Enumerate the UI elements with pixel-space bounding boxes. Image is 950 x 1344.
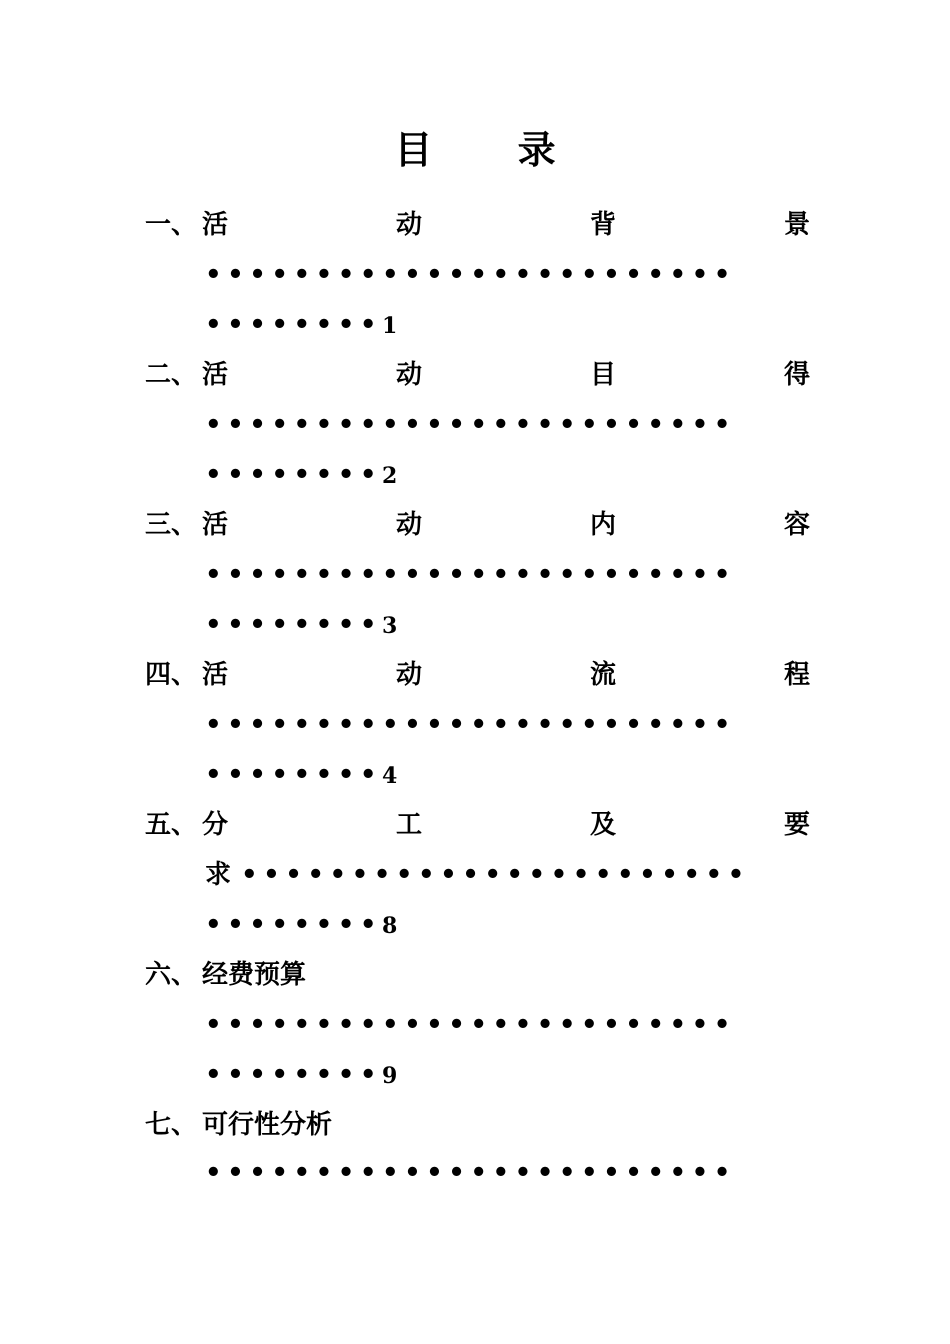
dot-leader: •••••••••••••••••••••••• <box>205 1010 736 1040</box>
toc-entry-3-page-line <box>205 600 810 650</box>
toc-entry-4-heading <box>145 650 810 700</box>
toc-entry-char: 容 <box>783 510 810 540</box>
toc-entry-char: 活 <box>202 360 229 390</box>
dot-leader: ••••••••••••••••••••••• <box>241 860 750 890</box>
page-number: 1 <box>381 313 398 339</box>
page-number: 2 <box>381 463 398 489</box>
page-number: 8 <box>381 913 398 939</box>
toc-entry-5-page-line <box>205 900 810 950</box>
toc-entry-number: 三、 <box>145 510 198 540</box>
toc-entry-char: 内 <box>589 510 616 540</box>
dot-leader: •••••••• <box>205 1060 382 1090</box>
toc-entry-char: 要 <box>783 810 810 840</box>
toc-entry-char: 活 <box>202 510 229 540</box>
toc-entry-2-page-line <box>205 450 810 500</box>
toc-entry-char: 活 <box>202 210 229 240</box>
toc-entry-char: 流 <box>589 660 616 690</box>
toc-entry-char: 分 <box>202 810 229 840</box>
toc-entry-6-page-line <box>205 1050 810 1100</box>
toc-entry-number: 七、 <box>145 1110 198 1140</box>
dot-leader: •••••••••••••••••••••••• <box>205 710 736 740</box>
toc-entry-3-heading <box>145 500 810 550</box>
dot-leader: •••••••••••••••••••••••• <box>205 1158 736 1188</box>
toc-entry-4-page-line <box>205 750 810 800</box>
toc-entry-number: 二、 <box>145 360 198 390</box>
page-number: 4 <box>381 763 398 789</box>
toc-entry-3-dots <box>205 550 810 600</box>
toc-entry-4-dots <box>205 700 810 750</box>
toc-entry-char: 活 <box>202 660 229 690</box>
toc-entry-number: 六、 <box>145 960 198 990</box>
toc-entry-title: 可行性分析 <box>202 1110 333 1140</box>
toc-entry-title: 经费预算 <box>202 960 307 990</box>
dot-leader: •••••••• <box>205 910 382 940</box>
page-title: 目 录 <box>394 127 592 172</box>
toc-entry-char: 动 <box>395 210 422 240</box>
dot-leader: •••••••• <box>205 460 382 490</box>
toc-entry-1-page-line <box>205 300 810 350</box>
toc-entry-char: 得 <box>783 360 810 390</box>
toc-entry-6-heading <box>145 950 810 1000</box>
dot-leader: •••••••• <box>205 610 382 640</box>
toc-entry-7-dots <box>205 1148 810 1198</box>
toc-entry-number: 四、 <box>145 660 198 690</box>
toc-entry-1-heading <box>145 200 810 250</box>
toc-entry-char: 背 <box>589 210 616 240</box>
toc-entry-5-heading <box>145 800 810 850</box>
toc-entry-char: 工 <box>395 810 422 840</box>
toc-entry-char: 目 <box>589 360 616 390</box>
toc-entry-char: 程 <box>783 660 810 690</box>
page-number: 9 <box>381 1063 398 1089</box>
toc-entry-5-dots <box>205 850 810 900</box>
toc-entry-number: 五、 <box>145 810 198 840</box>
toc-entry-char: 动 <box>395 510 422 540</box>
dot-leader: •••••••••••••••••••••••• <box>205 560 736 590</box>
toc-entry-2-dots <box>205 400 810 450</box>
dot-leader: •••••••• <box>205 310 382 340</box>
toc-entry-2-heading <box>145 350 810 400</box>
toc-entry-number: 一、 <box>145 210 198 240</box>
toc-entry-char: 求 <box>205 860 232 890</box>
toc-entry-1-dots <box>205 250 810 300</box>
page-number: 3 <box>381 613 398 639</box>
toc-entry-char: 及 <box>589 810 616 840</box>
toc-entry-char: 动 <box>395 660 422 690</box>
dot-leader: •••••••• <box>205 760 382 790</box>
dot-leader: •••••••••••••••••••••••• <box>205 410 736 440</box>
toc-entry-char: 动 <box>395 360 422 390</box>
toc-entry-char: 景 <box>783 210 810 240</box>
toc-entry-6-dots <box>205 1000 810 1050</box>
dot-leader: •••••••••••••••••••••••• <box>205 260 736 290</box>
toc-entry-7-heading <box>145 1100 810 1150</box>
